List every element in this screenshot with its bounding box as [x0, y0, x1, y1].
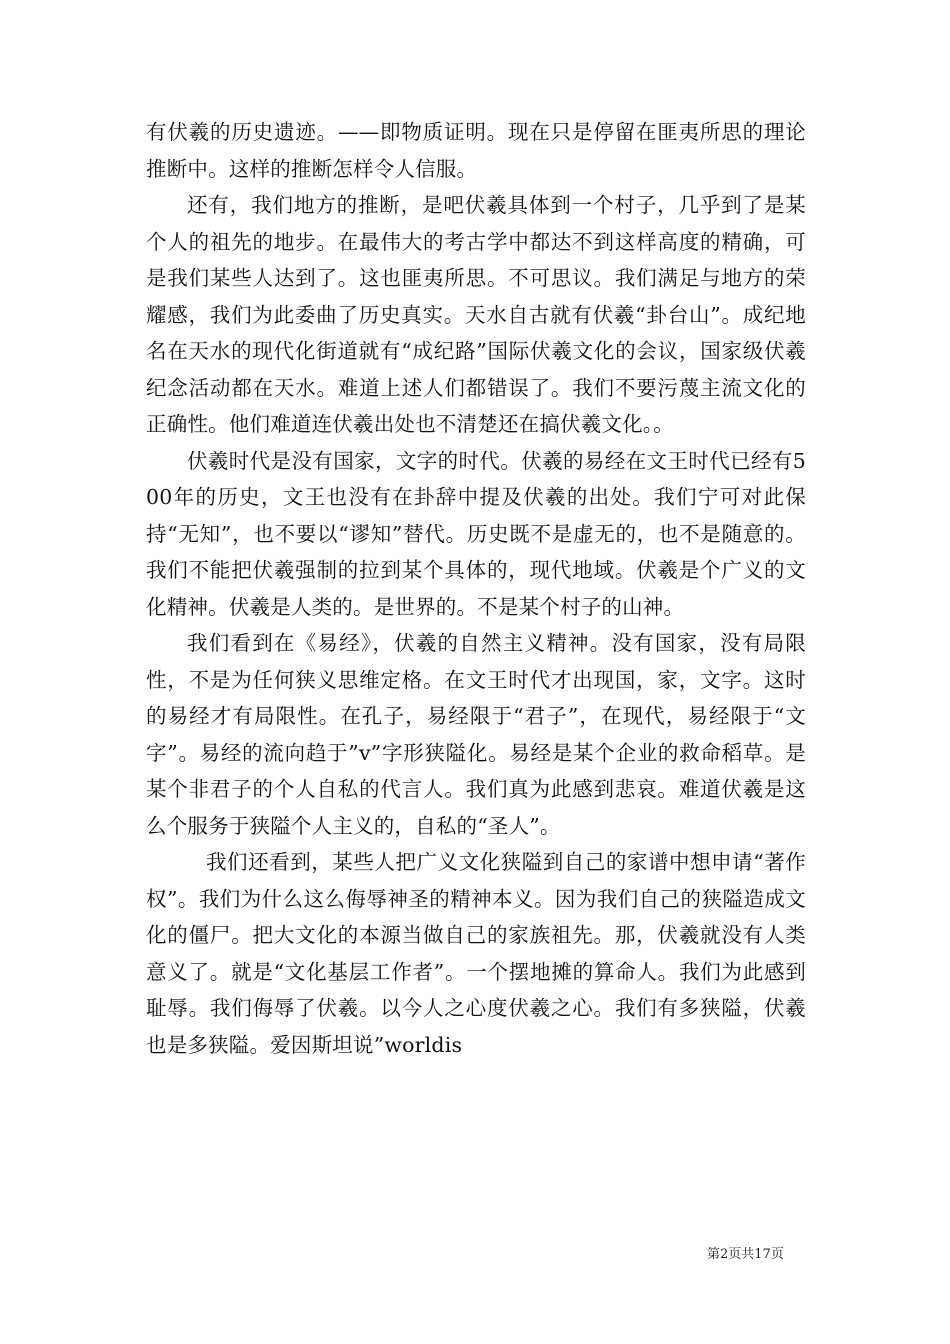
page-number-footer: 第2页共17页 [707, 1247, 784, 1262]
paragraph-1: 有伏羲的历史遗迹。——即物质证明。现在只是停留在匪夷所思的理论推断中。这样的推断怎样令人信服。 [146, 120, 806, 181]
paragraph-4: 我们看到在《易经》，伏羲的自然主义精神。没有国家，没有局限性，不是为任何狭义思维定格。在文王时代才出现国，家，文字。这时的易经才有局限性。在孔子，易经限于“君子”，在现代，易经限于“文字”。易经的流向趋于”v”字形狭隘化。易经是某个企业的救命稻草。是某个非君子的个人自私的代言人。我们真为此感到悲哀。难道伏羲是这么个服务于狭隘个人主义的，自私的“圣人”。 [146, 631, 806, 838]
paragraph-3: 伏羲时代是没有国家，文字的时代。伏羲的易经在文王时代已经有500年的历史，文王也没有在卦辞中提及伏羲的出处。我们宁可对此保持“无知”，也不要以“谬知”替代。历史既不是虚无的，也不是随意的。我们不能把伏羲强制的拉到某个具体的，现代地域。伏羲是个广义的文化精神。伏羲是人类的。是世界的。不是某个村子的山神。 [146, 448, 806, 619]
paragraph-5: 我们还看到，某些人把广义文化狭隘到自己的家谱中想申请“著作权”。我们为什么这么侮辱神圣的精神本义。因为我们自己的狭隘造成文化的僵尸。把大文化的本源当做自己的家族祖先。那，伏羲就没有人类意义了。就是“文化基层工作者”。一个摆地摊的算命人。我们为此感到耻辱。我们侮辱了伏羲。以今人之心度伏羲之心。我们有多狭隘，伏羲也是多狭隘。爱因斯坦说”worldis [146, 850, 806, 1057]
paragraph-2: 还有，我们地方的推断，是吧伏羲具体到一个村子，几乎到了是某个人的祖先的地步。在最伟大的考古学中都达不到这样高度的精确，可是我们某些人达到了。这也匪夷所思。不可思议。我们满足与地方的荣耀感，我们为此委曲了历史真实。天水自古就有伏羲“卦台山”。成纪地名在天水的现代化街道就有“成纪路”国际伏羲文化的会议，国家级伏羲纪念活动都在天水。难道上述人们都错误了。我们不要污蔑主流文化的正确性。他们难道连伏羲出处也不清楚还在搞伏羲文化。。 [146, 193, 806, 436]
document-body [146, 114, 806, 1063]
